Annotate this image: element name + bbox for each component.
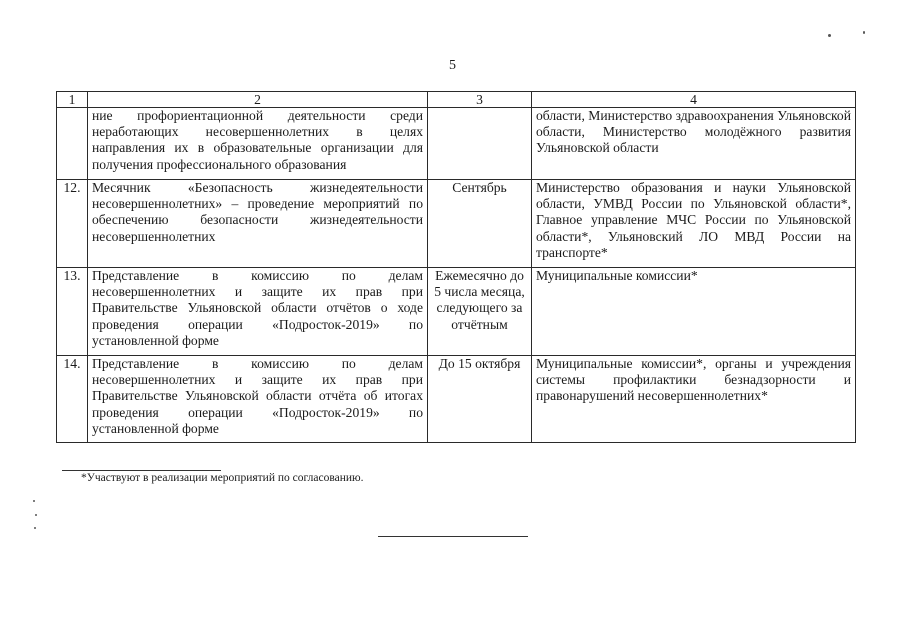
column-header: 1 — [57, 92, 88, 108]
table-header-row — [57, 92, 856, 108]
row-number: 13. — [57, 268, 88, 356]
term-cell: Ежемесячно до 5 числа месяца, следующего за отчётным — [428, 268, 532, 356]
column-header: 3 — [428, 92, 532, 108]
term-cell: До 15 октября — [428, 356, 532, 443]
table-row — [57, 108, 856, 180]
row-number: 12. — [57, 180, 88, 268]
activity-cell: Представление в комиссию по делам несовершеннолетних и защите их прав при Правительстве Ульяновской области отчёта об итогах проведения операции «Подросток-2019» по установленной форме — [88, 356, 428, 443]
executors-cell: области, Министерство здравоохранения Ульяновской области, Министерство молодёжного развития Ульяновской области — [532, 108, 856, 180]
end-divider — [378, 536, 528, 537]
scan-speck — [33, 500, 35, 502]
scan-speck — [863, 31, 865, 34]
executors-cell: Муниципальные комиссии*, органы и учреждения системы профилактики безнадзорности и правонарушений несовершеннолетних* — [532, 356, 856, 443]
activity-cell: Месячник «Безопасность жизнедеятельности несовершеннолетних» – проведение мероприятий по обеспечению безопасности жизнедеятельности несовершеннолетних — [88, 180, 428, 268]
term-cell — [428, 108, 532, 180]
scan-speck — [35, 514, 37, 516]
scan-speck — [34, 527, 36, 529]
column-header: 2 — [88, 92, 428, 108]
scan-speck — [828, 34, 831, 37]
activity-cell: ние профориентационной деятельности среди неработающих несовершеннолетних в целях направления их в образовательные организации для получения профессионального образования — [88, 108, 428, 180]
executors-cell: Министерство образования и науки Ульяновской области, УМВД России по Ульяновской области*, Главное управление МЧС России по Ульяновской области*, Ульяновский ЛО МВД России на транспорте* — [532, 180, 856, 268]
row-number: 14. — [57, 356, 88, 443]
table-row — [57, 268, 856, 356]
footnote-divider — [62, 470, 221, 471]
term-cell: Сентябрь — [428, 180, 532, 268]
executors-cell: Муниципальные комиссии* — [532, 268, 856, 356]
table-row — [57, 356, 856, 443]
row-number — [57, 108, 88, 180]
page-number: 5 — [449, 58, 456, 73]
activity-cell: Представление в комиссию по делам несовершеннолетних и защите их прав при Правительстве Ульяновской области отчётов о ходе проведения операции «Подросток-2019» по установленной форме — [88, 268, 428, 356]
footnote: *Участвуют в реализации мероприятий по согласованию. — [81, 472, 364, 484]
table-row — [57, 180, 856, 268]
activities-table — [56, 91, 856, 443]
column-header: 4 — [532, 92, 856, 108]
